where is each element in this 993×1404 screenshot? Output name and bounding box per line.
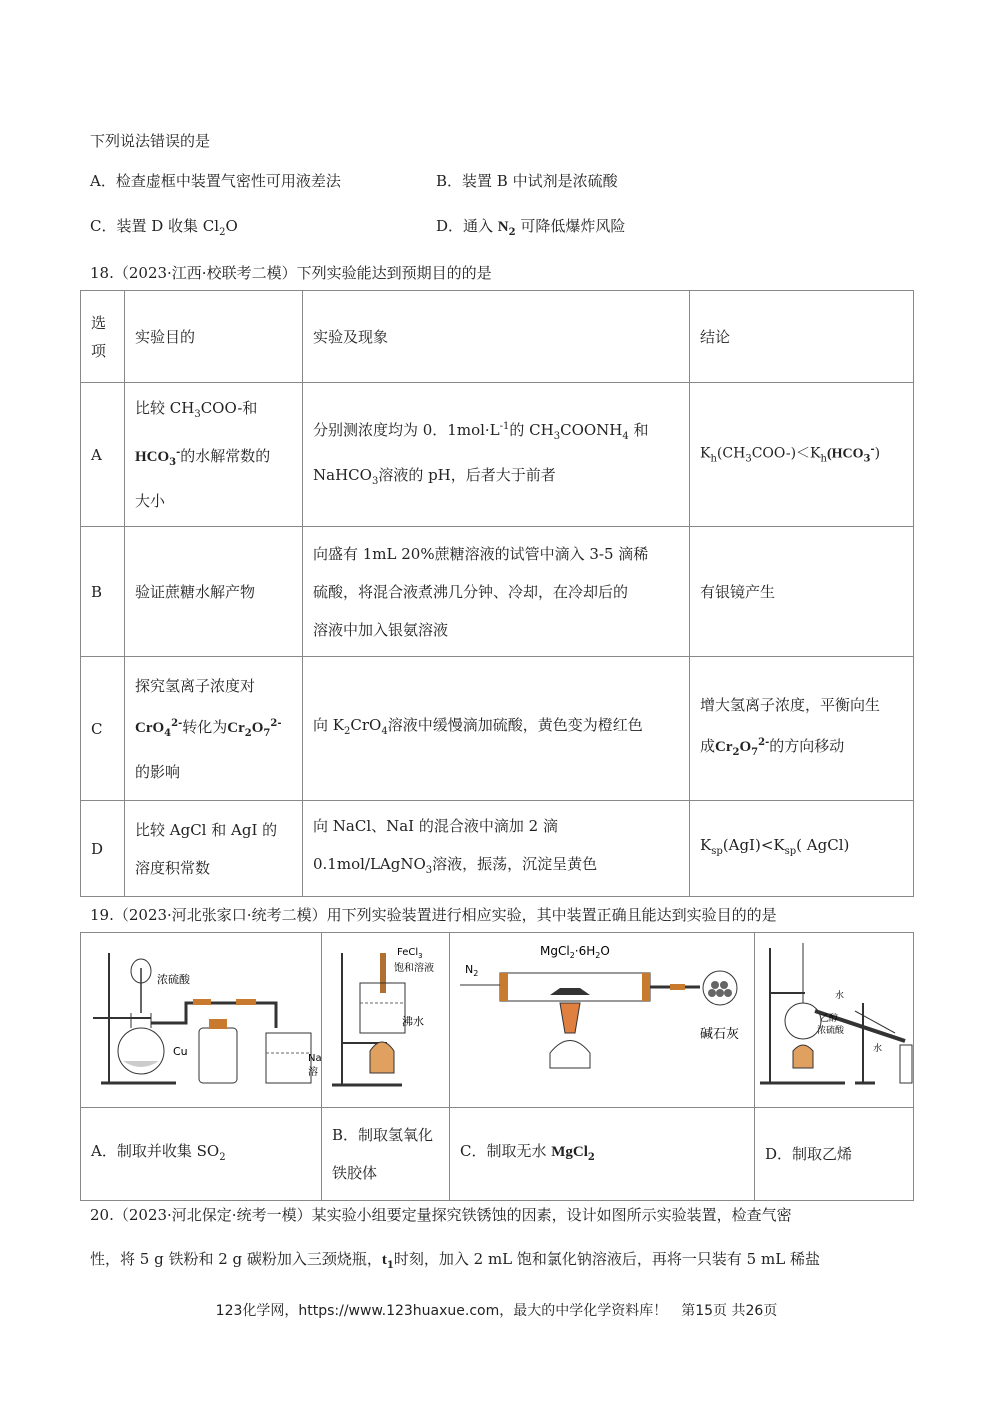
row-experiment: 向 $K_2CrO_4$溶液中缓慢滴加硫酸，黄色变为橙红色 bbox=[303, 657, 690, 801]
svg-text:沸水: 沸水 bbox=[402, 1015, 424, 1028]
row-purpose: 比较 $CH_3COO-$和 $HCO_3^-$的水解常数的 大小 bbox=[125, 383, 303, 527]
table-row bbox=[81, 383, 914, 527]
caption-b: B．制取氢氧化 铁胶体 bbox=[322, 1108, 450, 1201]
svg-text:碱石灰: 碱石灰 bbox=[700, 1027, 740, 1042]
row-label: B bbox=[81, 527, 125, 657]
q18-title: 18.（2023·江西·校联考二模）下列实验能达到预期目的的是 bbox=[90, 264, 492, 282]
svg-text:水: 水 bbox=[835, 991, 845, 1001]
table-header-row bbox=[81, 291, 914, 383]
table-row bbox=[81, 801, 914, 897]
svg-text:水: 水 bbox=[873, 1044, 883, 1054]
caption-a: A．制取并收集 $SO_2$ bbox=[81, 1108, 322, 1201]
apparatus-c-diagram bbox=[450, 933, 755, 1103]
svg-text:乙醇: 乙醇 bbox=[820, 1014, 839, 1024]
q17-option-c: C．装置 D 收集 $Cl_2O$ bbox=[90, 217, 238, 238]
table-row bbox=[81, 657, 914, 801]
row-purpose: 验证蔗糖水解产物 bbox=[125, 527, 303, 657]
q20-line-2: 性，将 5 g 铁粉和 2 g 碳粉加入三颈烧瓶，$t_1$时刻，加入 2 mL 饱和氯化钠溶液后，再将一只装有 5 mL 稀盐 bbox=[90, 1250, 820, 1271]
row-conclusion: 有银镜产生 bbox=[690, 527, 914, 657]
figure-row bbox=[81, 933, 914, 1108]
svg-text:Na: Na bbox=[308, 1053, 322, 1064]
row-label: C bbox=[81, 657, 125, 801]
row-label: A bbox=[81, 383, 125, 527]
svg-text:饱和溶液: 饱和溶液 bbox=[394, 963, 434, 974]
row-conclusion: $K_h(CH_3COO-)<K_h(HCO_3^-)$ bbox=[690, 383, 914, 527]
header-experiment: 实验及现象 bbox=[303, 291, 690, 383]
caption-d: D．制取乙烯 bbox=[755, 1108, 914, 1201]
table-row bbox=[81, 527, 914, 657]
page-footer: 123化学网，https://www.123huaxue.com，最大的中学化学资料库！ 第15页 共26页 bbox=[215, 1303, 778, 1319]
svg-text:FeCl3: FeCl$_3$ bbox=[397, 947, 423, 960]
q17-option-a: A．检查虚框中装置气密性可用液差法 bbox=[90, 172, 341, 190]
q19-title: 19.（2023·河北张家口·统考二模）用下列实验装置进行相应实验，其中装置正确且能达到实验目的的是 bbox=[90, 906, 777, 924]
svg-text:浓硫酸: 浓硫酸 bbox=[157, 973, 190, 986]
q17-option-b: B．装置 B 中试剂是浓硫酸 bbox=[436, 172, 618, 190]
figure-c bbox=[450, 933, 755, 1108]
apparatus-b-diagram bbox=[322, 933, 450, 1103]
figure-b bbox=[322, 933, 450, 1108]
apparatus-d-diagram bbox=[755, 933, 914, 1103]
row-purpose: 比较 AgCl 和 AgI 的 溶度积常数 bbox=[125, 801, 303, 897]
row-experiment: 向盛有 1mL 20%蔗糖溶液的试管中滴入 3-5 滴稀 硫酸，将混合液煮沸几分钟、冷却，在冷却后的 溶液中加入银氨溶液 bbox=[303, 527, 690, 657]
figure-a bbox=[81, 933, 322, 1108]
svg-text:浓硫酸: 浓硫酸 bbox=[817, 1026, 845, 1036]
svg-text:MgCl2·6H2O: $MgCl_2\cdot 6H_2O$ bbox=[540, 944, 610, 960]
row-label: D bbox=[81, 801, 125, 897]
q17-stem: 下列说法错误的是 bbox=[90, 132, 211, 150]
row-experiment: 向 NaCl、NaI 的混合液中滴加 2 滴 0.1mol/LAgNO$_3$溶液，振荡，沉淀呈黄色 bbox=[303, 801, 690, 897]
q18-table bbox=[80, 290, 914, 897]
row-experiment: 分别测浓度均为 0．$1mol\cdot L^{-1}$的 $CH_3COONH_4$ 和 NaHCO$_3$溶液的 pH，后者大于前者 bbox=[303, 383, 690, 527]
header-option: 选项 bbox=[81, 291, 125, 383]
q19-table bbox=[80, 932, 914, 1201]
row-purpose: 探究氢离子浓度对 CrO$_4^{2-}$转化为$Cr_2O_7^{2-}$ 的影响 bbox=[125, 657, 303, 801]
q20-line-1: 20.（2023·河北保定·统考一模）某实验小组要定量探究铁锈蚀的因素，设计如图所示实验装置，检查气密 bbox=[90, 1206, 792, 1224]
svg-text:N2: $N_2$ bbox=[465, 963, 479, 978]
svg-text:Cu: Cu bbox=[173, 1045, 188, 1058]
caption-c: C．制取无水 MgCl$_2$ bbox=[450, 1108, 755, 1201]
caption-row bbox=[81, 1108, 914, 1201]
figure-d bbox=[755, 933, 914, 1108]
header-conclusion: 结论 bbox=[690, 291, 914, 383]
apparatus-a-diagram bbox=[81, 933, 322, 1103]
row-conclusion: 增大氢离子浓度，平衡向生 成$Cr_2O_7^{2-}$的方向移动 bbox=[690, 657, 914, 801]
q17-option-d: D．通入 $N_2$ 可降低爆炸风险 bbox=[436, 217, 626, 238]
header-purpose: 实验目的 bbox=[125, 291, 303, 383]
svg-text:溶: 溶 bbox=[308, 1067, 318, 1078]
row-conclusion: $K_{sp}(AgI)<K_{sp}$( AgCl) bbox=[690, 801, 914, 897]
